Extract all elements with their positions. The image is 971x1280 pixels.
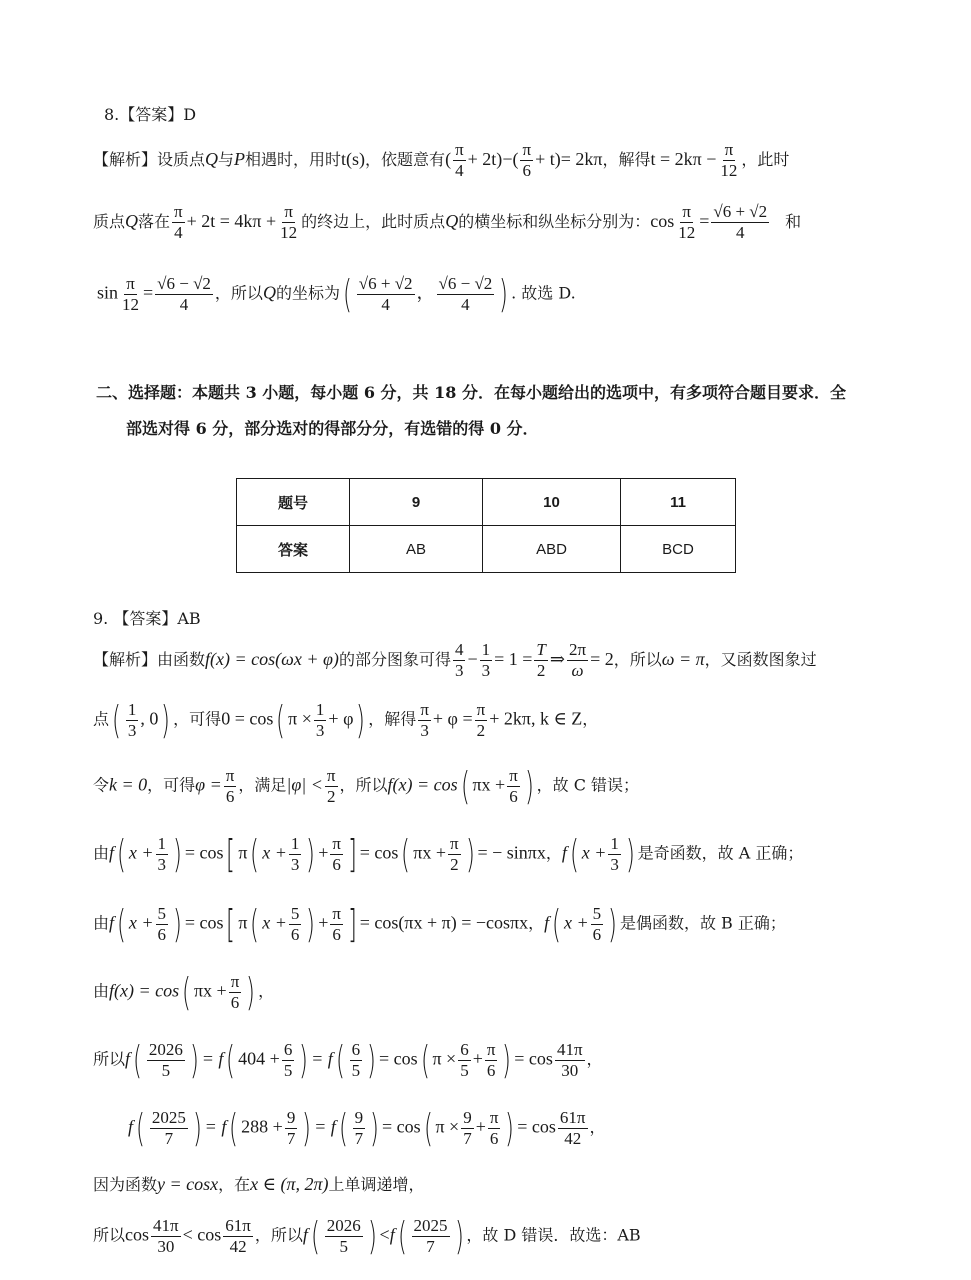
frac-pi-6: $\frac{\pi}{6}$ xyxy=(332,903,341,944)
expr: 0 = cos xyxy=(221,708,274,729)
expr: x + xyxy=(128,912,154,933)
text: 的部分图象可得 xyxy=(338,650,451,669)
lparen-big: ( xyxy=(250,832,260,876)
text: ，此时 xyxy=(741,150,790,169)
expr: πx + xyxy=(413,842,447,863)
frac-pi-2: $\frac{\pi}{2}$ xyxy=(476,699,486,740)
text: 是偶函数，故 B 正确； xyxy=(619,913,786,933)
var-q: Q xyxy=(445,211,459,231)
frac-pi-6: $\frac{\pi}{6}$ xyxy=(332,833,341,874)
frac-pi-12: $\frac{\pi}{12}$ xyxy=(122,273,140,314)
rparen-big: ) xyxy=(454,1214,464,1258)
lparen-big: ( xyxy=(116,832,126,876)
text: ，依题意有 xyxy=(365,150,446,169)
frac-9-7: $\frac{9}{7}$ xyxy=(463,1107,472,1148)
table-cell: ABD xyxy=(483,526,621,573)
expr: f(x) = cos xyxy=(387,774,458,795)
lparen-big: ( xyxy=(226,1038,236,1082)
q9-line7 xyxy=(93,1038,603,1082)
lparen-big: ( xyxy=(250,902,260,946)
var-q: Q xyxy=(125,211,139,231)
lparen: ( xyxy=(445,149,452,169)
text: ，所以 xyxy=(613,650,662,669)
text: 的坐标为 xyxy=(275,283,340,303)
expr: = f xyxy=(201,1048,224,1069)
text: 所以 xyxy=(93,1225,126,1245)
q9-line4 xyxy=(93,832,803,876)
lparen: ( xyxy=(512,149,519,169)
table-cell: 9 xyxy=(350,479,483,526)
frac-pi-2: $\frac{\pi}{2}$ xyxy=(450,833,459,874)
text: 因为函数 xyxy=(93,1175,158,1194)
table-row xyxy=(237,526,736,573)
expr: |φ| < xyxy=(286,774,323,795)
expr: 288 + xyxy=(241,1116,283,1137)
rparen-big: ) xyxy=(356,698,366,742)
expr: φ = xyxy=(195,774,222,795)
table-cell: 答案 xyxy=(237,526,350,573)
frac-41pi-30: $\frac{41\pi}{30}$ xyxy=(153,1215,179,1256)
q8-analysis-line3 xyxy=(97,272,576,316)
minus: − xyxy=(502,149,513,169)
frac-61pi-42: $\frac{61\pi}{42}$ xyxy=(225,1215,251,1256)
expr: = cos(πx + π) = −cosπx xyxy=(359,912,529,933)
text: ， xyxy=(589,1117,606,1137)
expr: f xyxy=(109,842,115,863)
q8-analysis-line2 xyxy=(93,202,801,243)
text: ，可得 xyxy=(173,709,222,729)
lbracket-big: [ xyxy=(226,902,236,946)
rparen-big: ) xyxy=(367,1214,377,1258)
expr: = f xyxy=(314,1116,336,1137)
q9-line6 xyxy=(93,970,274,1014)
frac-4-3: $\frac{4}{3}$ xyxy=(454,640,464,680)
frac-6-5: $\frac{6}{5}$ xyxy=(283,1039,293,1080)
frac-41pi-30: $\frac{41\pi}{30}$ xyxy=(556,1039,583,1080)
text: ，所以 xyxy=(214,283,263,303)
frac-pi-6: $\frac{\pi}{6}$ xyxy=(509,765,518,806)
expr: f xyxy=(125,1048,131,1069)
frac-pi-2: $\frac{\pi}{2}$ xyxy=(326,765,336,806)
expr: = cos xyxy=(514,1048,553,1069)
lparen-big: ( xyxy=(401,832,411,876)
lparen-big: ( xyxy=(460,764,470,808)
plus: + xyxy=(318,912,329,933)
expr: t = 2kπ − xyxy=(650,149,717,169)
text: ，可得 xyxy=(147,775,196,795)
text: 与 xyxy=(218,150,235,169)
rparen-big: ) xyxy=(306,832,316,876)
expr: x + xyxy=(581,842,607,863)
frac-pi-6: $\frac{\pi}{6}$ xyxy=(225,765,235,806)
frac-9-7: $\frac{9}{7}$ xyxy=(286,1107,296,1148)
q8-analysis-line1 xyxy=(93,140,789,181)
lparen-big: ( xyxy=(342,272,352,316)
rparen-big: ) xyxy=(499,272,509,316)
rparen-big: ) xyxy=(625,832,635,876)
text: 所以 xyxy=(93,1049,126,1069)
lparen-big: ( xyxy=(420,1038,430,1082)
frac-2026-5: $\frac{2026}{5}$ xyxy=(326,1215,361,1256)
expr: πx + xyxy=(193,980,227,1001)
lbracket-big: [ xyxy=(226,832,236,876)
q9-line8 xyxy=(128,1106,606,1150)
rparen-big: ) xyxy=(161,698,171,742)
table-cell: 11 xyxy=(621,479,736,526)
lparen-big: ( xyxy=(310,1214,320,1258)
text: 质点 xyxy=(93,212,126,231)
equals: = xyxy=(143,282,154,303)
text: 由 xyxy=(93,981,110,1001)
expr: , 0 xyxy=(140,708,159,729)
lparen-big: ( xyxy=(423,1106,433,1150)
expr: + t) xyxy=(535,149,561,169)
rparen-big: ) xyxy=(465,832,475,876)
frac-sqrt-sum: $\frac{√6 + √2}{4}$ xyxy=(358,273,413,314)
expr: π xyxy=(238,842,248,863)
expr: = cos xyxy=(381,1116,421,1137)
expr: f xyxy=(389,1224,395,1245)
expr: x + xyxy=(128,842,154,863)
lparen-big: ( xyxy=(182,970,192,1014)
rparen-big: ) xyxy=(172,832,182,876)
text: ，满足 xyxy=(238,775,287,795)
expr: = cos xyxy=(184,912,224,933)
expr: = 2 xyxy=(590,649,614,669)
table-cell: AB xyxy=(350,526,483,573)
rparen-big: ) xyxy=(608,902,618,946)
frac-pi-6: $\frac{\pi}{6}$ xyxy=(486,1039,496,1080)
text: ，故 D 错误．故选：AB xyxy=(466,1225,641,1245)
table-cell: BCD xyxy=(621,526,736,573)
implies: ⇒ xyxy=(549,649,565,669)
frac-1-3: $\frac{1}{3}$ xyxy=(315,699,325,740)
plus: + xyxy=(475,1116,486,1137)
section2-line2: 部选对得 6 分，部分选对的得部分分，有选错的得 0 分． xyxy=(126,419,539,438)
text: ，在 xyxy=(218,1175,251,1194)
table-cell: 题号 xyxy=(237,479,350,526)
frac-pi-6: $\frac{\pi}{6}$ xyxy=(522,140,532,180)
frac-2026-5: $\frac{2026}{5}$ xyxy=(148,1039,183,1080)
frac-pi-6: $\frac{\pi}{6}$ xyxy=(489,1107,499,1148)
expr: + 2t = 4kπ + xyxy=(186,211,277,231)
lparen-big: ( xyxy=(338,1106,348,1150)
cos: cos xyxy=(650,211,675,231)
lparen-big: ( xyxy=(132,1038,142,1082)
text: 的终边上，此时质点 xyxy=(301,212,446,231)
frac-sqrt-diff: $\frac{√6 - √2}{4}$ xyxy=(157,273,211,314)
frac-5-6: $\frac{5}{6}$ xyxy=(290,903,300,944)
frac-1-3: $\frac{1}{3}$ xyxy=(127,699,137,740)
rparen-big: ) xyxy=(189,1038,199,1082)
answer-table xyxy=(236,478,736,573)
rparen-big: ) xyxy=(505,1106,515,1150)
frac-pi-12: $\frac{\pi}{12}$ xyxy=(678,202,696,242)
expr: 404 + xyxy=(238,1048,280,1069)
frac-2025-7: $\frac{2025}{7}$ xyxy=(413,1215,448,1256)
q9-line3 xyxy=(93,764,639,808)
text: ， xyxy=(586,1049,603,1069)
q9-line2 xyxy=(93,698,598,742)
text: 由 xyxy=(93,913,110,933)
plus: + xyxy=(318,842,329,863)
lparen-big: ( xyxy=(569,832,579,876)
expr: f(x) = cos xyxy=(109,980,180,1001)
expr: = cos xyxy=(359,842,399,863)
text: ， xyxy=(528,913,545,933)
frac-pi-6: $\frac{\pi}{6}$ xyxy=(230,971,240,1012)
text: 由 xyxy=(93,843,110,863)
text: 令 xyxy=(93,775,110,795)
expr: k = 0 xyxy=(109,774,148,795)
frac-pi-12: $\frac{\pi}{12}$ xyxy=(280,202,298,242)
cos: cos xyxy=(125,1224,150,1245)
lparen-big: ( xyxy=(552,902,562,946)
frac-sqrt-sum: $\frac{√6 + √2}{4}$ xyxy=(713,202,768,242)
expr: x + xyxy=(564,912,589,933)
expr: π × xyxy=(288,708,312,729)
expr: < cos xyxy=(182,1224,222,1245)
text: ，又函数图象过 xyxy=(704,650,817,669)
lparen-big: ( xyxy=(111,698,121,742)
expr: + 2kπ, k ∈ Z xyxy=(489,708,583,729)
text: ， xyxy=(582,709,599,729)
expr: x + xyxy=(262,912,287,933)
frac-6-5: $\frac{6}{5}$ xyxy=(460,1039,469,1080)
expr: f xyxy=(128,1116,134,1137)
rparen-big: ) xyxy=(524,764,534,808)
text: 【解析】由函数 xyxy=(93,650,206,669)
lparen-big: ( xyxy=(335,1038,345,1082)
plus: + xyxy=(472,1048,483,1069)
frac-pi-4: $\frac{\pi}{4}$ xyxy=(174,202,183,242)
var-q: Q xyxy=(262,282,276,303)
comma: ， xyxy=(416,282,435,303)
text: ，解得 xyxy=(368,709,417,729)
lparen-big: ( xyxy=(116,902,126,946)
q9-line1 xyxy=(93,640,817,681)
text: 和 xyxy=(785,212,802,231)
expr: f xyxy=(302,1224,308,1245)
expr: = 2kπ xyxy=(560,149,603,169)
expr: + φ = xyxy=(432,708,473,729)
frac-t-2: $\frac{T}{2}$ xyxy=(536,640,546,680)
expr: y = cosx xyxy=(157,1174,219,1194)
frac-pi-4: $\frac{\pi}{4}$ xyxy=(455,140,464,180)
expr: + φ xyxy=(328,708,354,729)
text: ，所以 xyxy=(254,1225,303,1245)
sin: sin xyxy=(97,282,119,303)
var-q: Q xyxy=(205,149,219,169)
q9-line5 xyxy=(93,902,786,946)
frac-9-7: $\frac{9}{7}$ xyxy=(354,1107,364,1148)
expr: f xyxy=(544,912,550,933)
text: ，故 C 错误； xyxy=(536,775,640,795)
frac-1-3: $\frac{1}{3}$ xyxy=(610,833,619,874)
rbracket-big: ] xyxy=(347,902,357,946)
expr: = f xyxy=(204,1116,227,1137)
q9-line9 xyxy=(93,1172,425,1195)
lparen-big: ( xyxy=(135,1106,145,1150)
rparen-big: ) xyxy=(299,1038,309,1082)
frac-5-6: $\frac{5}{6}$ xyxy=(592,903,602,944)
frac-1-3: $\frac{1}{3}$ xyxy=(481,640,491,680)
frac-pi-3: $\frac{\pi}{3}$ xyxy=(420,699,429,740)
expr: f xyxy=(109,912,115,933)
expr: = cos xyxy=(184,842,224,863)
rparen-big: ) xyxy=(370,1106,379,1150)
lt: < xyxy=(379,1224,390,1245)
frac-pi-12: $\frac{\pi}{12}$ xyxy=(720,140,738,180)
rparen-big: ) xyxy=(302,1106,312,1150)
rparen-big: ) xyxy=(246,970,256,1014)
lparen-big: ( xyxy=(229,1106,239,1150)
table-row xyxy=(237,479,736,526)
expr: πx + xyxy=(472,774,506,795)
rbracket-big: ] xyxy=(347,832,357,876)
text: . 故选 D. xyxy=(511,283,576,303)
expr: = 1 = xyxy=(494,649,533,669)
frac-1-3: $\frac{1}{3}$ xyxy=(157,833,166,874)
expr: = cos xyxy=(378,1048,418,1069)
expr: f xyxy=(561,842,567,863)
lparen-big: ( xyxy=(397,1214,407,1258)
text: ， xyxy=(545,843,562,863)
equals: = xyxy=(699,211,710,231)
text: 相遇时，用时 xyxy=(245,150,342,169)
text: 【解析】设质点 xyxy=(93,150,206,169)
rparen-big: ) xyxy=(306,902,316,946)
time-var: t(s) xyxy=(341,149,366,169)
rparen-big: ) xyxy=(172,902,182,946)
frac-sqrt-diff: $\frac{√6 - √2}{4}$ xyxy=(438,273,493,314)
frac-5-6: $\frac{5}{6}$ xyxy=(157,903,166,944)
expr: x ∈ (π, 2π) xyxy=(250,1174,329,1194)
text: ， xyxy=(258,981,275,1001)
expr: ω = π xyxy=(661,649,705,669)
expr: π × xyxy=(435,1116,460,1137)
expr: + 2t) xyxy=(467,149,503,169)
q8-answer-title: 8.【答案】D xyxy=(104,105,197,124)
q9-answer-title: 9. 【答案】AB xyxy=(93,609,201,628)
text: ，所以 xyxy=(339,775,388,795)
text: 上单调递增， xyxy=(328,1175,425,1194)
rparen-big: ) xyxy=(367,1038,377,1082)
text: 是奇函数，故 A 正确； xyxy=(637,843,804,863)
rparen-big: ) xyxy=(192,1106,202,1150)
text: 落在 xyxy=(138,212,171,231)
section2-line1: 二、选择题：本题共 3 小题，每小题 6 分，共 18 分．在每小题给出的选项中，有多项符合题目要求．全 xyxy=(96,383,846,402)
frac-2025-7: $\frac{2025}{7}$ xyxy=(151,1107,186,1148)
expr: = cos xyxy=(517,1116,556,1137)
expr: x + xyxy=(262,842,287,863)
expr: π × xyxy=(432,1048,457,1069)
expr: = − sinπx xyxy=(477,842,546,863)
var-p: P xyxy=(234,149,246,169)
frac-1-3: $\frac{1}{3}$ xyxy=(290,833,300,874)
frac-2pi-w: $\frac{2\pi}{\omega}$ xyxy=(568,640,587,680)
text: ，解得 xyxy=(602,150,651,169)
table-cell: 10 xyxy=(483,479,621,526)
text: 的横坐标和纵坐标分别为： xyxy=(458,212,651,231)
rparen-big: ) xyxy=(502,1038,512,1082)
text: 点 xyxy=(93,709,110,729)
expr: π xyxy=(238,912,248,933)
minus: − xyxy=(467,649,478,669)
lparen-big: ( xyxy=(276,698,286,742)
frac-6-5: $\frac{6}{5}$ xyxy=(351,1039,361,1080)
expr: f(x) = cos(ωx + φ) xyxy=(205,649,339,669)
expr: = f xyxy=(311,1048,333,1069)
q9-line10 xyxy=(93,1214,641,1258)
frac-61pi-42: $\frac{61\pi}{42}$ xyxy=(559,1107,586,1148)
